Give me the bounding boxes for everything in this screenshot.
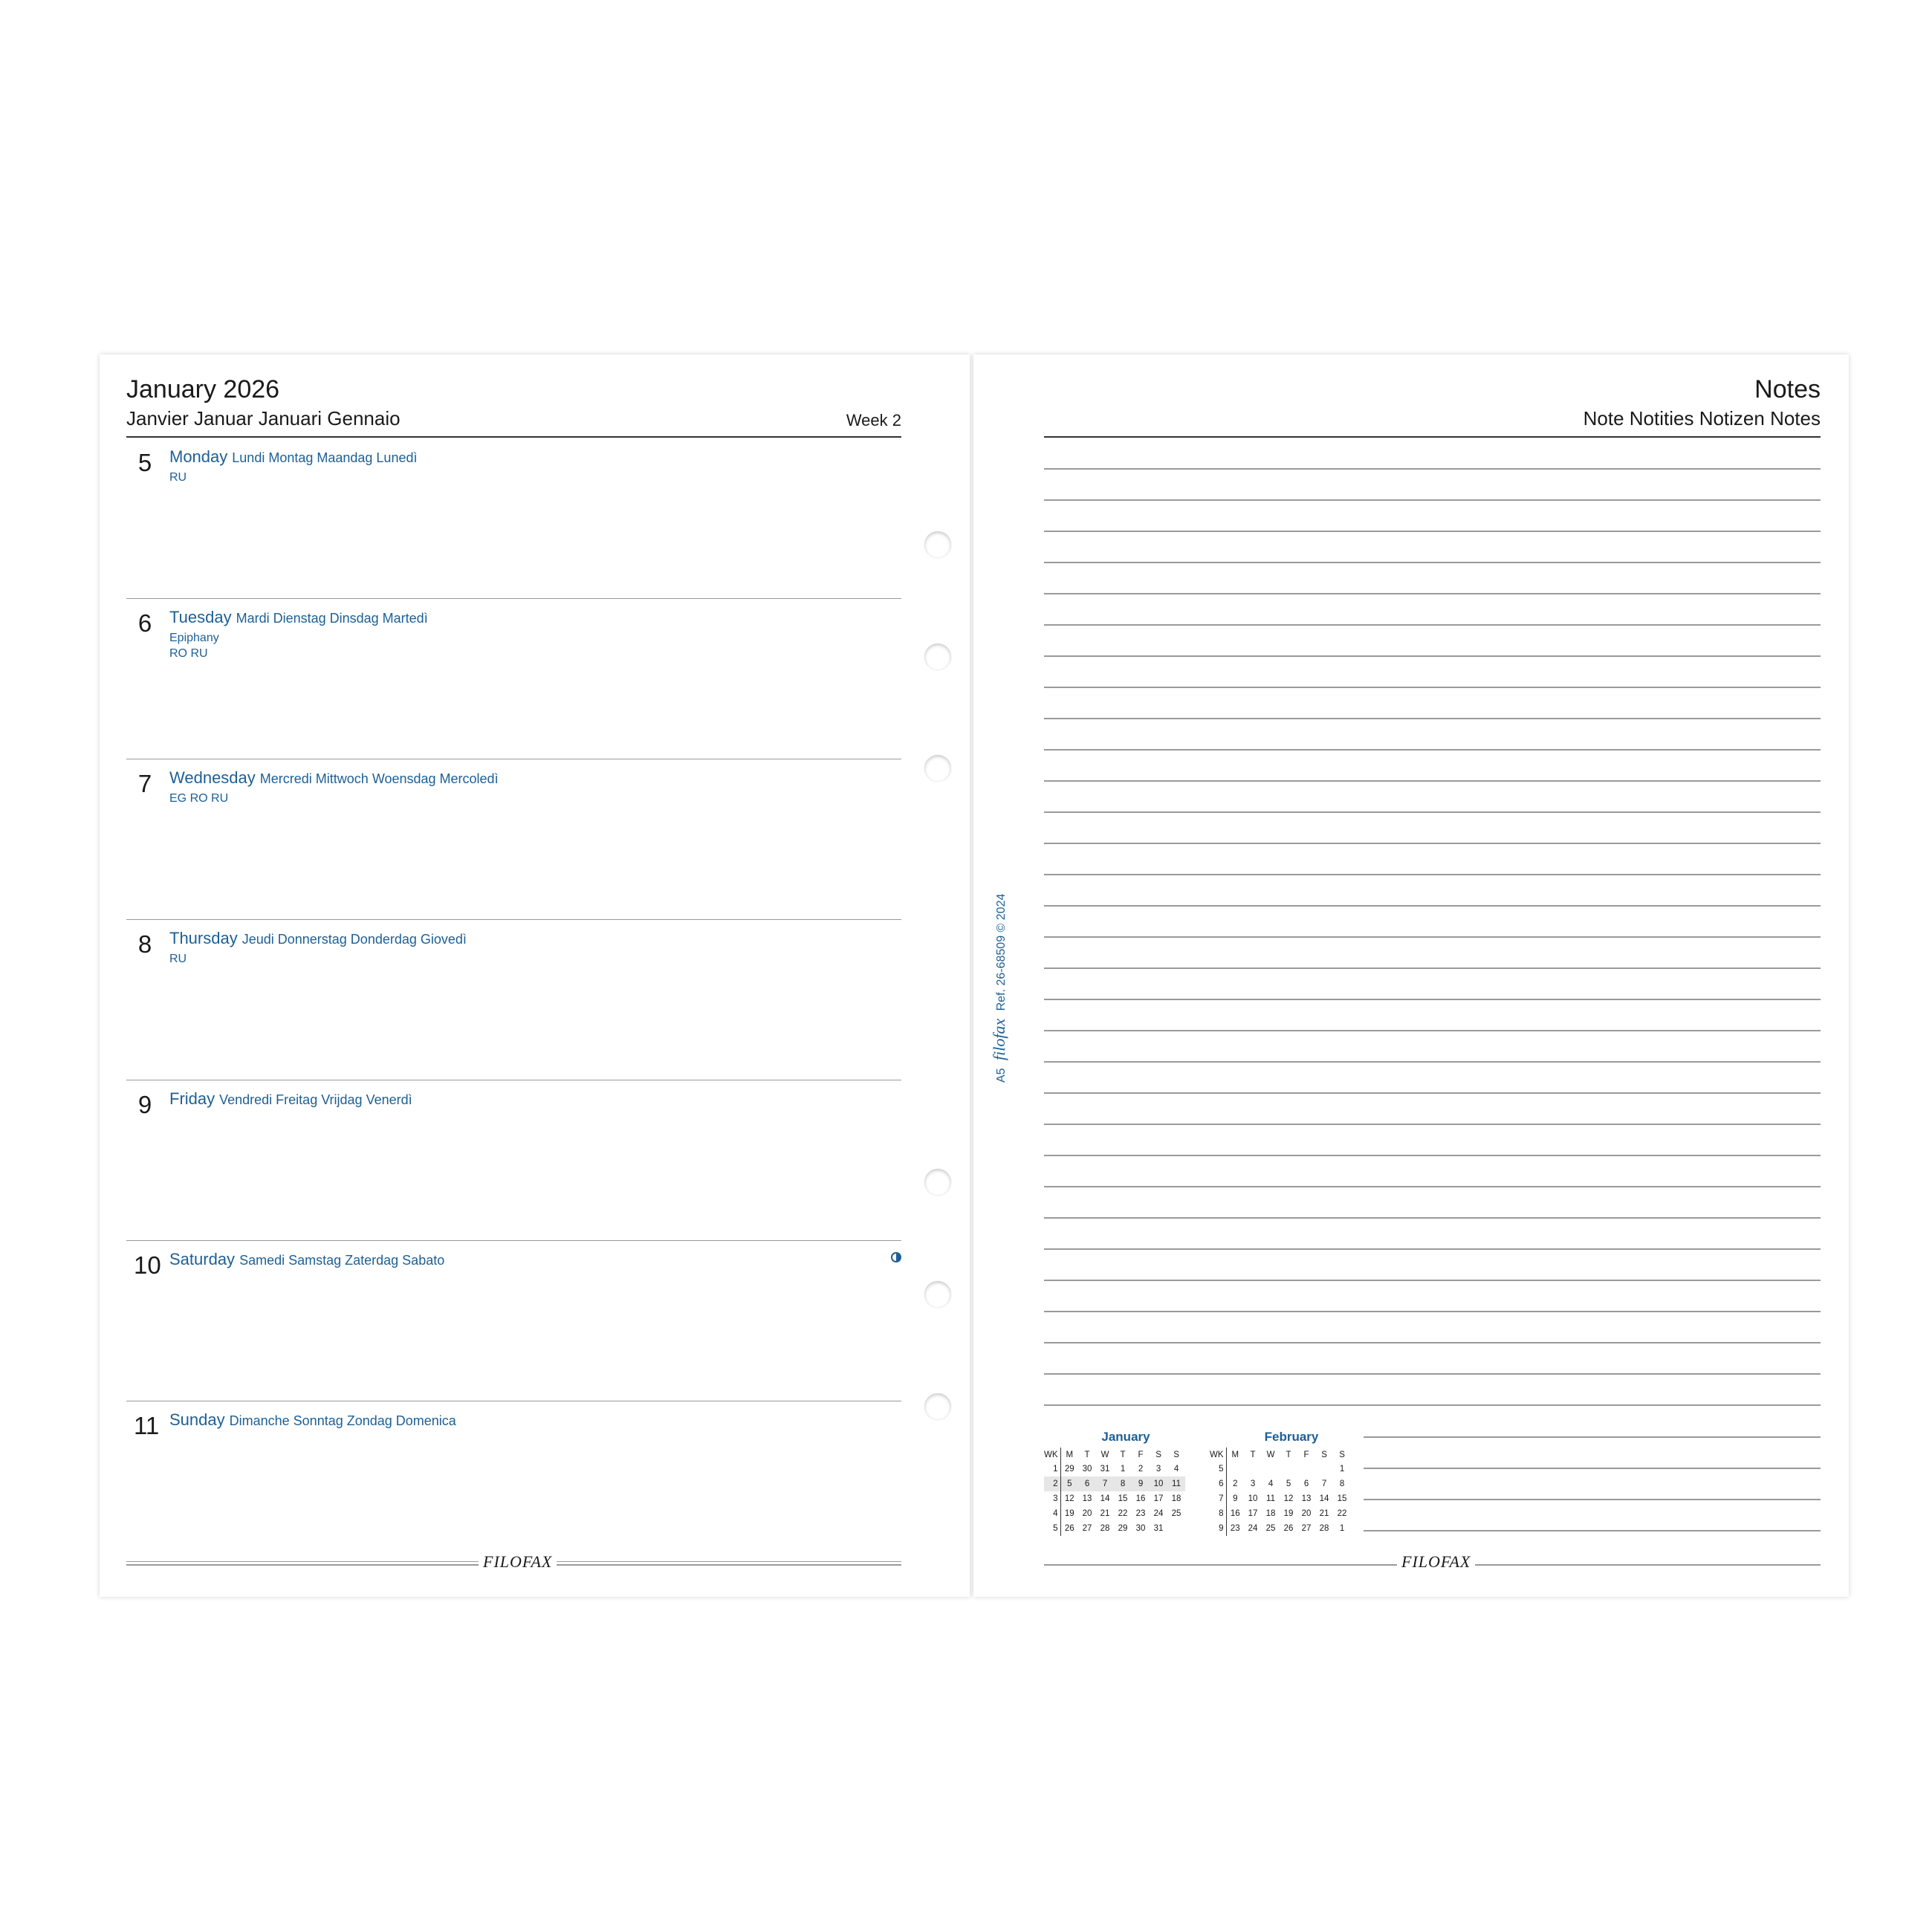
mini-calendar-day: 25 xyxy=(1265,1524,1276,1533)
mini-calendar-day: 1 xyxy=(1120,1465,1126,1474)
mini-calendar-header: F xyxy=(1138,1450,1144,1459)
punch-hole xyxy=(924,755,951,782)
note-line[interactable] xyxy=(1044,1248,1821,1250)
mini-calendar-day: 23 xyxy=(1230,1524,1240,1533)
day-note: RU xyxy=(169,953,187,965)
note-line[interactable] xyxy=(1044,562,1821,563)
day-note: RU xyxy=(169,471,187,484)
day-name-translations: Mercredi Mittwoch Woensdag Mercoledì xyxy=(259,771,499,786)
note-line[interactable] xyxy=(1044,593,1821,594)
day-name-translations: Vendredi Freitag Vrijdag Venerdì xyxy=(219,1092,412,1107)
mini-calendar-day: 12 xyxy=(1064,1494,1074,1503)
mini-calendar-week-row xyxy=(1210,1476,1351,1491)
day-note: RO RU xyxy=(169,647,208,660)
note-line-short[interactable] xyxy=(1364,1436,1821,1438)
mini-calendar-week-number: 9 xyxy=(1210,1521,1226,1536)
header-rule xyxy=(126,436,901,438)
mini-calendar-day: 27 xyxy=(1082,1524,1092,1533)
mini-calendar-week-number: 1 xyxy=(1044,1462,1060,1476)
mini-calendar-day: 8 xyxy=(1339,1479,1345,1488)
mini-calendar-week-number: 5 xyxy=(1210,1462,1226,1476)
day-name xyxy=(169,929,467,948)
mini-calendar-february xyxy=(1210,1430,1358,1536)
day-name xyxy=(169,447,417,467)
mini-calendar-january xyxy=(1044,1430,1193,1536)
day-name xyxy=(169,1250,444,1269)
day-name xyxy=(169,1089,412,1109)
note-line[interactable] xyxy=(1044,780,1821,782)
mini-calendar-day: 25 xyxy=(1171,1509,1181,1518)
mini-calendar-day: 27 xyxy=(1301,1524,1312,1533)
note-line-short[interactable] xyxy=(1364,1468,1821,1469)
notes-header-rule xyxy=(1044,436,1821,438)
day-number: 8 xyxy=(137,930,152,958)
day-row[interactable] xyxy=(126,1401,901,1562)
day-name xyxy=(169,1410,456,1430)
mini-calendar-week-row xyxy=(1210,1462,1351,1476)
note-line[interactable] xyxy=(1044,1404,1821,1406)
note-line[interactable] xyxy=(1044,1280,1821,1281)
mini-calendar-header: W xyxy=(1266,1450,1275,1459)
mini-calendar-day xyxy=(1280,1462,1297,1476)
day-name-english: Friday xyxy=(169,1089,215,1108)
day-name-english: Wednesday xyxy=(169,768,256,787)
mini-calendar-header: WK xyxy=(1210,1448,1226,1462)
mini-calendar-week-row xyxy=(1044,1491,1185,1506)
note-line[interactable] xyxy=(1044,905,1821,907)
note-line[interactable] xyxy=(1044,874,1821,875)
filofax-vertical-logo: filofax xyxy=(990,1018,1008,1060)
mini-calendar-header: W xyxy=(1100,1450,1109,1459)
punch-hole xyxy=(924,531,951,558)
note-line[interactable] xyxy=(1044,1373,1821,1375)
mini-calendar-header: M xyxy=(1066,1450,1074,1459)
mini-calendar-week-row xyxy=(1044,1521,1185,1536)
first-quarter-moon-icon xyxy=(891,1252,901,1262)
day-row[interactable] xyxy=(126,438,901,599)
month-title: January 2026 xyxy=(126,375,280,403)
note-line[interactable] xyxy=(1044,531,1821,532)
mini-calendar-week-number: 8 xyxy=(1210,1506,1226,1521)
day-number: 10 xyxy=(134,1251,161,1279)
mini-calendar-day: 17 xyxy=(1248,1509,1258,1518)
note-line[interactable] xyxy=(1044,1030,1821,1031)
mini-calendar-day: 29 xyxy=(1118,1524,1128,1533)
mini-calendar-day: 24 xyxy=(1248,1524,1258,1533)
note-line[interactable] xyxy=(1044,499,1821,501)
note-line[interactable] xyxy=(1044,811,1821,813)
mini-calendar-day: 17 xyxy=(1153,1494,1164,1503)
mini-calendar-day: 3 xyxy=(1155,1465,1161,1474)
mini-calendar-title: January xyxy=(1101,1430,1150,1444)
mini-calendar-day: 22 xyxy=(1337,1509,1347,1518)
day-number: 11 xyxy=(134,1412,160,1439)
mini-calendar-header: T xyxy=(1250,1450,1256,1459)
mini-calendar-day: 11 xyxy=(1167,1476,1185,1491)
mini-calendar-header: WK xyxy=(1044,1448,1060,1462)
note-line[interactable] xyxy=(1044,1342,1821,1343)
mini-calendar-day: 24 xyxy=(1153,1509,1164,1518)
mini-calendar-day: 7 xyxy=(1096,1476,1114,1491)
note-line[interactable] xyxy=(1044,624,1821,626)
mini-calendar-day: 3 xyxy=(1250,1479,1256,1488)
mini-calendar-day: 5 xyxy=(1060,1476,1078,1491)
mini-calendar-day: 13 xyxy=(1301,1494,1312,1503)
mini-calendar-header-row xyxy=(1044,1448,1185,1462)
day-name-english: Monday xyxy=(169,447,228,466)
note-line[interactable] xyxy=(1044,1186,1821,1187)
mini-calendar-day: 1 xyxy=(1339,1465,1345,1474)
mini-calendar-week-row xyxy=(1044,1476,1185,1491)
mini-calendar-week-number: 5 xyxy=(1044,1521,1060,1536)
mini-calendar-week-number: 2 xyxy=(1044,1476,1060,1491)
mini-calendar-day: 6 xyxy=(1303,1479,1309,1488)
mini-calendar-week-row xyxy=(1044,1462,1185,1476)
note-line[interactable] xyxy=(1044,718,1821,719)
mini-calendar-day: 2 xyxy=(1138,1465,1144,1474)
left-page xyxy=(100,354,970,1597)
mini-calendar-day: 9 xyxy=(1233,1494,1238,1503)
day-name-translations: Samedi Samstag Zaterdag Sabato xyxy=(239,1253,445,1268)
day-number: 5 xyxy=(137,449,152,476)
filofax-logo: FILOFAX xyxy=(1397,1552,1475,1572)
mini-calendar-header: S xyxy=(1339,1450,1345,1459)
note-line[interactable] xyxy=(1044,936,1821,938)
mini-calendar-day: 19 xyxy=(1064,1509,1074,1518)
mini-calendar-day xyxy=(1297,1462,1315,1476)
note-line[interactable] xyxy=(1044,1061,1821,1063)
mini-calendar-header: S xyxy=(1321,1450,1327,1459)
day-row[interactable] xyxy=(126,759,901,920)
mini-calendar-title: February xyxy=(1264,1430,1319,1444)
mini-calendar-week-number: 3 xyxy=(1044,1491,1060,1506)
day-row[interactable] xyxy=(126,599,901,759)
mini-calendar-day: 21 xyxy=(1100,1509,1110,1518)
mini-calendar-header-row xyxy=(1210,1448,1351,1462)
mini-calendar-day xyxy=(1262,1462,1280,1476)
right-page xyxy=(973,354,1849,1597)
day-name xyxy=(169,768,499,788)
reference-code: Ref. 26-68509 © 2024 xyxy=(995,893,1008,1011)
notes-title: Notes xyxy=(1754,375,1821,403)
mini-calendar-day: 28 xyxy=(1100,1524,1110,1533)
mini-calendar-day: 19 xyxy=(1283,1509,1294,1518)
mini-calendar-header: T xyxy=(1286,1450,1291,1459)
day-note: EG RO RU xyxy=(169,792,229,805)
mini-calendar-header: F xyxy=(1303,1450,1309,1459)
punch-hole xyxy=(924,644,951,670)
mini-calendar-grid xyxy=(1044,1448,1185,1536)
note-line-short[interactable] xyxy=(1364,1530,1821,1531)
note-line[interactable] xyxy=(1044,468,1821,470)
mini-calendar-day xyxy=(1167,1521,1185,1536)
mini-calendar-day: 31 xyxy=(1100,1465,1110,1474)
mini-calendar-week-row xyxy=(1210,1521,1351,1536)
mini-calendar-day: 4 xyxy=(1268,1479,1274,1488)
mini-calendar-day: 9 xyxy=(1132,1476,1150,1491)
day-number: 9 xyxy=(137,1091,152,1118)
day-name-translations: Lundi Montag Maandag Lunedì xyxy=(232,450,418,465)
note-line[interactable] xyxy=(1044,1124,1821,1125)
mini-calendar-day: 14 xyxy=(1319,1494,1329,1503)
day-row[interactable] xyxy=(126,1241,901,1401)
vertical-reference xyxy=(990,894,1009,1083)
mini-calendar-day: 10 xyxy=(1150,1476,1167,1491)
mini-calendar-header: T xyxy=(1084,1450,1090,1459)
note-line[interactable] xyxy=(1044,749,1821,751)
day-number: 6 xyxy=(137,609,152,637)
day-name-english: Sunday xyxy=(169,1410,225,1429)
mini-calendar-day: 31 xyxy=(1153,1524,1164,1533)
mini-calendar-day: 7 xyxy=(1321,1479,1327,1488)
day-number: 7 xyxy=(137,770,152,797)
mini-calendar-week-row xyxy=(1210,1491,1351,1506)
mini-calendar-day: 12 xyxy=(1283,1494,1294,1503)
mini-calendar-day: 30 xyxy=(1135,1524,1146,1533)
mini-calendar-day xyxy=(1226,1462,1244,1476)
mini-calendar-day: 8 xyxy=(1114,1476,1132,1491)
note-line[interactable] xyxy=(1044,1311,1821,1312)
note-line[interactable] xyxy=(1044,999,1821,1000)
mini-calendar-day: 28 xyxy=(1319,1524,1329,1533)
punch-hole xyxy=(924,1393,951,1420)
mini-calendar-day: 23 xyxy=(1135,1509,1146,1518)
mini-calendar-week-number: 7 xyxy=(1210,1491,1226,1506)
day-name-english: Saturday xyxy=(169,1250,236,1268)
mini-calendar-day: 21 xyxy=(1319,1509,1329,1518)
note-line[interactable] xyxy=(1044,1092,1821,1094)
mini-calendar-day: 6 xyxy=(1078,1476,1096,1491)
mini-calendar-day: 5 xyxy=(1286,1479,1291,1488)
note-line[interactable] xyxy=(1044,687,1821,688)
mini-calendar-day: 26 xyxy=(1283,1524,1294,1533)
mini-calendar-day: 16 xyxy=(1230,1509,1240,1518)
month-languages: Janvier Januar Januari Gennaio xyxy=(126,407,401,429)
mini-calendar-day: 1 xyxy=(1339,1524,1345,1533)
mini-calendar-day: 18 xyxy=(1265,1509,1276,1518)
mini-calendar-day: 2 xyxy=(1233,1479,1238,1488)
mini-calendar-day: 20 xyxy=(1082,1509,1092,1518)
day-name-english: Tuesday xyxy=(169,608,232,626)
mini-calendar-day: 13 xyxy=(1082,1494,1092,1503)
note-line[interactable] xyxy=(1044,655,1821,657)
mini-calendar-header: S xyxy=(1155,1450,1161,1459)
paper-size: A5 xyxy=(995,1068,1008,1083)
week-label: Week 2 xyxy=(846,411,901,429)
day-name-translations: Jeudi Donnerstag Donderdag Giovedì xyxy=(242,932,467,947)
mini-calendar-day xyxy=(1315,1462,1333,1476)
day-note: Epiphany xyxy=(169,632,219,644)
mini-calendar-day: 20 xyxy=(1301,1509,1312,1518)
mini-calendar-day: 22 xyxy=(1118,1509,1128,1518)
mini-calendar-header: S xyxy=(1173,1450,1179,1459)
day-row[interactable] xyxy=(126,1080,901,1241)
day-name xyxy=(169,608,428,627)
mini-calendar-day: 29 xyxy=(1064,1465,1074,1474)
mini-calendar-header: T xyxy=(1120,1450,1126,1459)
day-name-translations: Mardi Dienstag Dinsdag Martedì xyxy=(236,611,428,626)
punch-hole xyxy=(924,1169,951,1196)
filofax-logo: FILOFAX xyxy=(479,1552,557,1572)
mini-calendar-day: 18 xyxy=(1171,1494,1181,1503)
day-name-english: Thursday xyxy=(169,929,238,947)
mini-calendar-day: 10 xyxy=(1248,1494,1258,1503)
note-line[interactable] xyxy=(1044,1217,1821,1219)
mini-calendar-day: 15 xyxy=(1118,1494,1128,1503)
day-name-translations: Dimanche Sonntag Zondag Domenica xyxy=(229,1413,456,1428)
mini-calendar-week-row xyxy=(1210,1506,1351,1521)
note-line-short[interactable] xyxy=(1364,1499,1821,1500)
mini-calendar-day: 16 xyxy=(1135,1494,1146,1503)
mini-calendar-week-number: 4 xyxy=(1044,1506,1060,1521)
mini-calendar-day: 30 xyxy=(1082,1465,1092,1474)
mini-calendar-header: M xyxy=(1231,1450,1239,1459)
note-line[interactable] xyxy=(1044,843,1821,844)
mini-calendar-day: 26 xyxy=(1064,1524,1074,1533)
mini-calendar-day: 14 xyxy=(1100,1494,1110,1503)
note-line[interactable] xyxy=(1044,1155,1821,1156)
mini-calendar-week-row xyxy=(1044,1506,1185,1521)
mini-calendar-day: 11 xyxy=(1266,1494,1275,1503)
note-line[interactable] xyxy=(1044,967,1821,969)
day-row[interactable] xyxy=(126,920,901,1080)
mini-calendar-grid xyxy=(1210,1448,1351,1536)
mini-calendar-day: 4 xyxy=(1173,1465,1179,1474)
punch-hole xyxy=(924,1281,951,1308)
mini-calendar-day xyxy=(1244,1462,1262,1476)
mini-calendar-day: 15 xyxy=(1337,1494,1347,1503)
mini-calendar-week-number: 6 xyxy=(1210,1476,1226,1491)
notes-languages: Note Notities Notizen Notes xyxy=(1583,407,1821,429)
